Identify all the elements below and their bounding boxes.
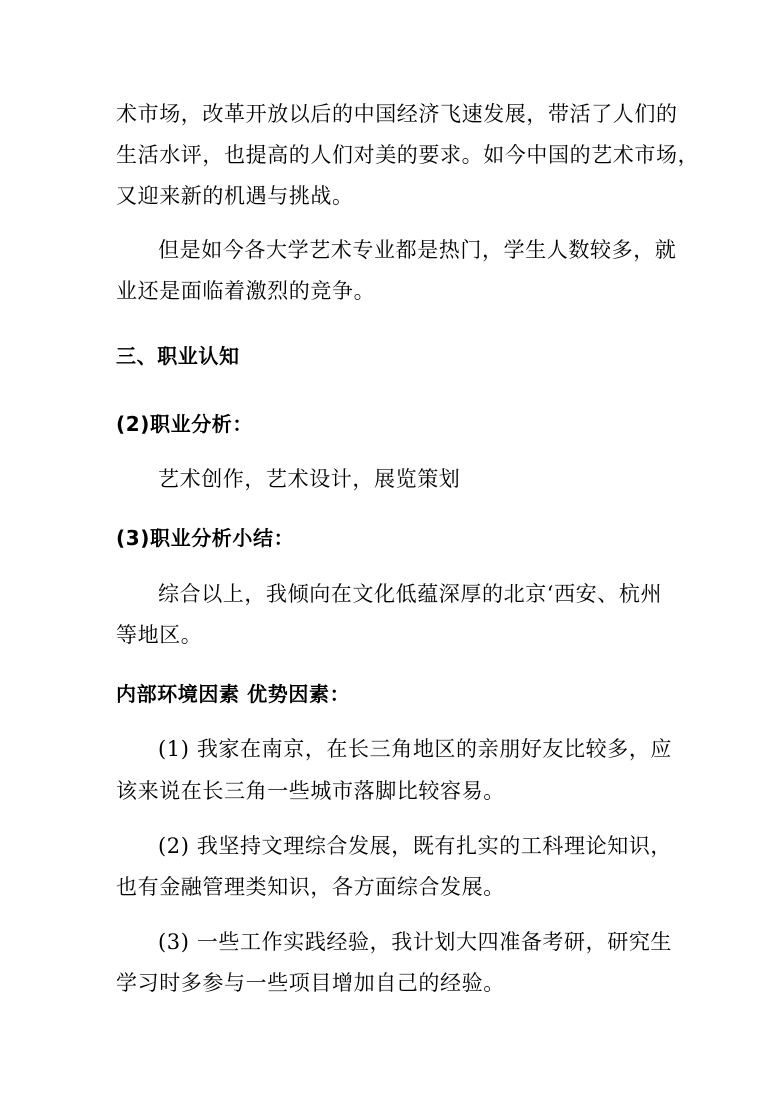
advantage-1-line-1: (1) 我家在南京，在长三角地区的亲朋好友比较多，应 bbox=[158, 737, 673, 761]
paragraph-line-1: 术市场，改革开放以后的中国经济飞速发展，带活了人们的 bbox=[116, 102, 678, 126]
career-summary-line-1: 综合以上，我倾向在文化低蕴深厚的北京‘西安、杭州 bbox=[158, 582, 663, 606]
advantage-2-line-1: (2) 我坚持文理综合发展，既有扎实的工科理论知识， bbox=[158, 834, 673, 858]
subheading-internal-factors: 内部环境因素 优势因素： bbox=[116, 682, 351, 706]
paragraph-line-3: 又迎来新的机遇与挑战。 bbox=[116, 184, 354, 208]
subheading-career-summary: (3)职业分析小结： bbox=[116, 526, 295, 550]
career-analysis-text: 艺术创作，艺术设计，展览策划 bbox=[158, 467, 461, 491]
paragraph-line-4: 但是如今各大学艺术专业都是热门，学生人数较多，就 bbox=[158, 238, 677, 262]
paragraph-line-5: 业还是面临着激烈的竞争。 bbox=[116, 279, 376, 303]
advantage-1-line-2: 该来说在长三角一些城市落脚比较容易。 bbox=[116, 779, 505, 803]
paragraph-line-2: 生活水评，也提高的人们对美的要求。如今中国的艺术市场， bbox=[116, 143, 700, 167]
advantage-2-line-2: 也有金融管理类知识，各方面综合发展。 bbox=[116, 875, 505, 899]
advantage-3-line-1: (3) 一些工作实践经验，我计划大四准备考研，研究生 bbox=[158, 930, 673, 954]
advantage-3-line-2: 学习时多参与一些项目增加自己的经验。 bbox=[116, 971, 505, 995]
career-summary-line-2: 等地区。 bbox=[116, 623, 203, 647]
subheading-career-analysis: (2)职业分析： bbox=[116, 412, 253, 436]
section-heading-career-cognition: 三、职业认知 bbox=[116, 344, 240, 368]
